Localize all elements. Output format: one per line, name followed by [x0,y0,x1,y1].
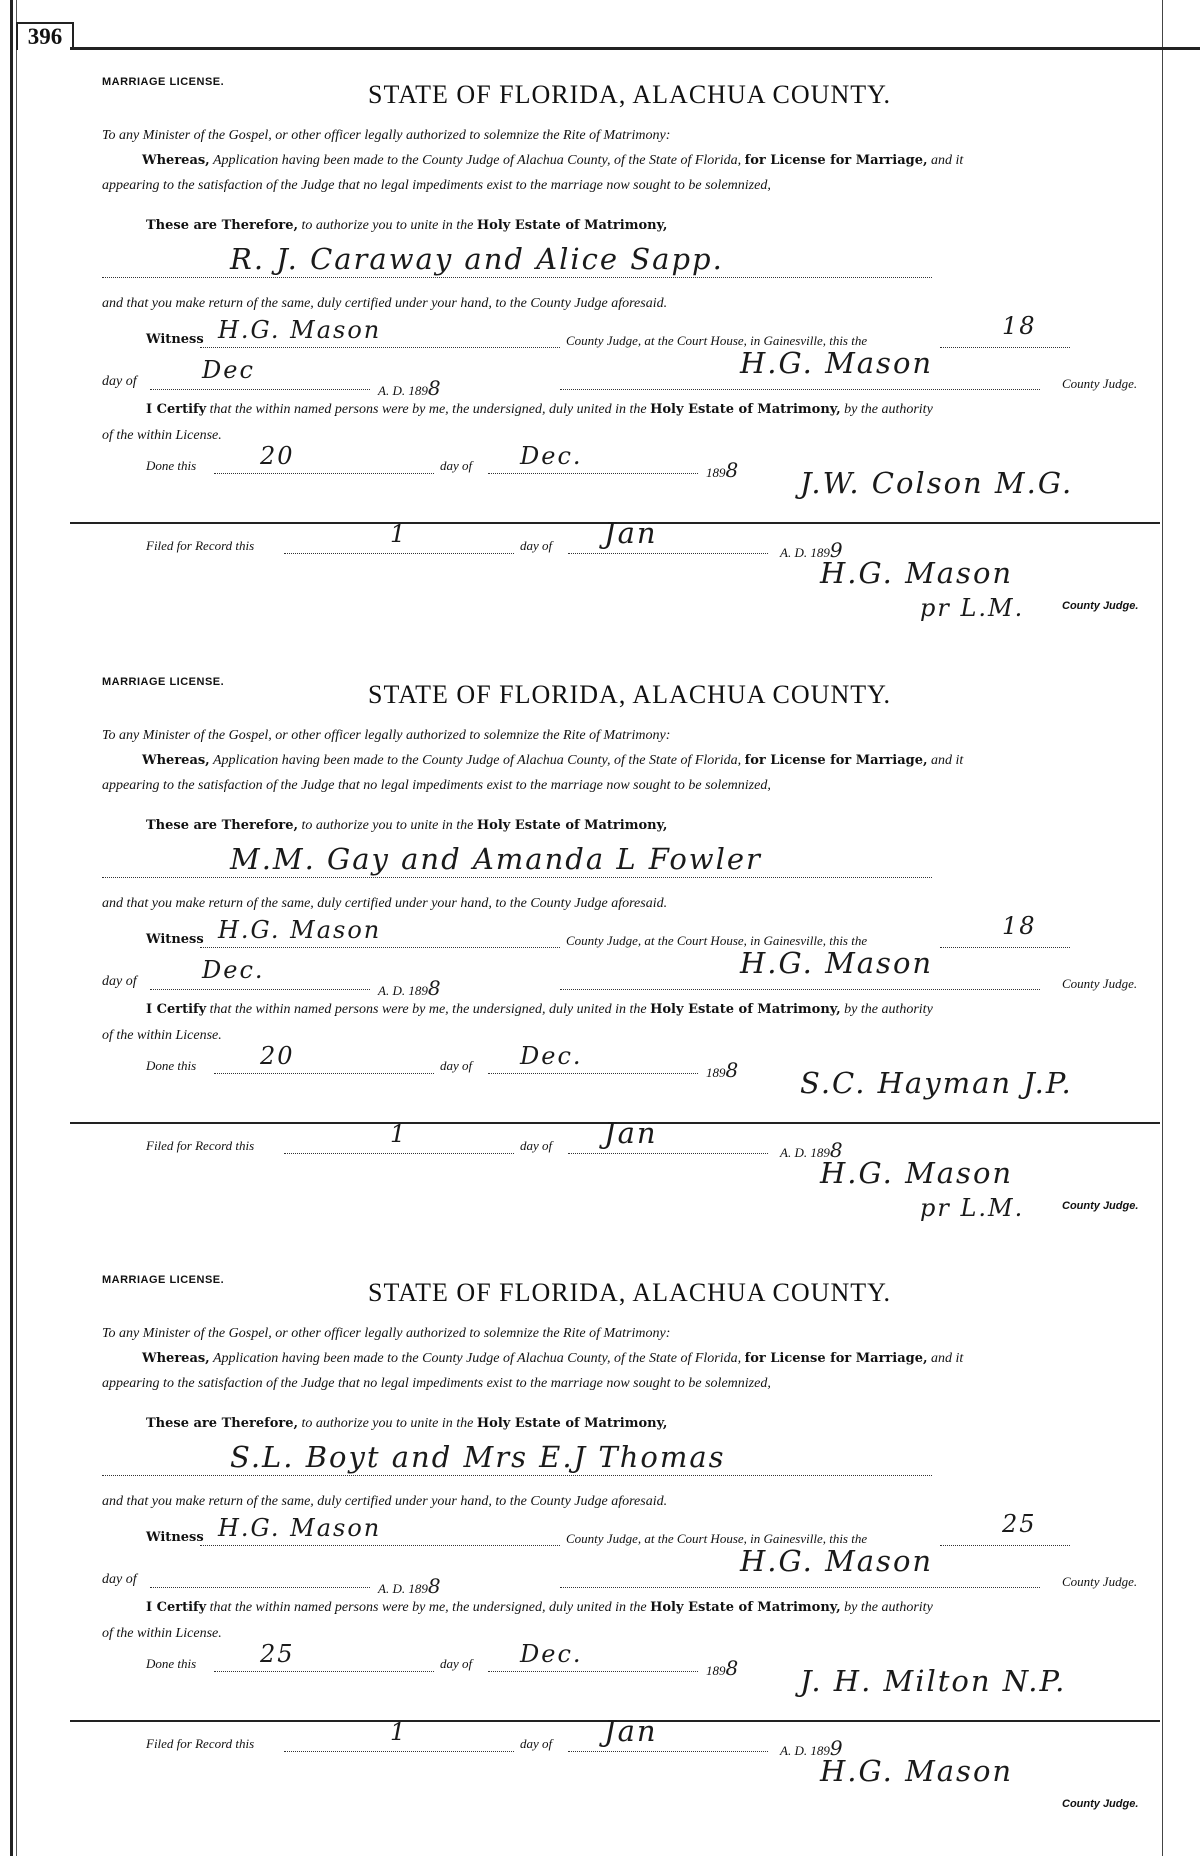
holy-estate-text-2: Holy Estate of Matrimony, [650,1002,841,1017]
witness-dotted-line [200,946,560,948]
done-day: 20 [260,1042,295,1070]
holy-estate-text-2: Holy Estate of Matrimony, [650,1600,841,1615]
county-judge-signature: H.G. Mason [740,346,934,380]
i-certify-word: I Certify [146,1002,207,1017]
done-year-label [706,1058,740,1082]
appearing-line: appearing to the satisfaction of the Judge that no legal impediments exist to the marriage now sought to be solemnized, [102,178,771,193]
done-year-digit: 8 [725,1058,741,1082]
officiant-signature: S.C. Hayman J.P. [800,1066,1073,1100]
done-day-of-label: day of [440,1656,473,1671]
done-day-of-label: day of [440,1058,473,1073]
witness-label [146,1530,204,1546]
filed-year-prefix: A. D. 189 [780,545,830,560]
done-month: Dec. [520,1640,583,1668]
marriage-license-record-1 [0,46,1200,646]
county-judge-signature: H.G. Mason [740,1544,934,1578]
certify-line [146,1002,933,1018]
by-authority-text: by the authority [844,1002,933,1017]
witness-word: Witness [146,1530,204,1545]
filed-for-record-label: Filed for Record this [146,1138,255,1153]
filed-month-dotted-line [568,552,768,554]
appearing-line: appearing to the satisfaction of the Judge that no legal impediments exist to the marriage now sought to be solemnized, [102,778,771,793]
done-this-label: Done this [146,1058,197,1073]
and-it-text: and it [931,753,964,768]
issue-day: 25 [1002,1510,1037,1538]
whereas-text: Application having been made to the County Judge of Alachua County, of the State of Florida, [212,1351,742,1366]
filed-signature: H.G. Mason [820,1156,1014,1190]
filed-signature: H.G. Mason [820,556,1014,590]
ad-label [378,1574,443,1598]
page-number: 396 [16,22,74,50]
these-are-therefore: These are Therefore, [146,1416,299,1431]
filed-day-dotted-line [284,1152,514,1154]
witness-word: Witness [146,332,204,347]
of-within-license: of the within License. [102,428,222,443]
names-dotted-line [102,876,932,878]
and-it-text: and it [931,153,964,168]
filed-county-judge-label: County Judge. [1062,600,1139,612]
court-house-text: County Judge, at the Court House, in Gainesville, this the [566,933,868,948]
filed-day-dotted-line [284,1750,514,1752]
marriage-license-label: MARRIAGE LICENSE. [102,676,225,688]
return-line: and that you make return of the same, duly certified under your hand, to the County Judge aforesaid. [102,896,668,911]
filed-by-initials: pr L.M. [920,1194,1025,1222]
authorize-text: to authorize you to unite in the [301,818,474,833]
issue-month: Dec. [202,956,265,984]
state-county-title: STATE OF FLORIDA, ALACHUA COUNTY. [368,1278,892,1307]
whereas-word: Whereas, [142,153,210,168]
witness-dotted-line [200,346,560,348]
officiant-signature: J. H. Milton N.P. [800,1664,1067,1698]
and-it-text: and it [931,1351,964,1366]
ad-label [378,976,443,1000]
minister-salutation: To any Minister of the Gospel, or other officer legally authorized to solemnize the Rite of Matrimony: [102,128,671,143]
done-year-digit: 8 [725,458,741,482]
marriage-license-record-2 [0,646,1200,1246]
witness-word: Witness [146,932,204,947]
done-this-label: Done this [146,1656,197,1671]
these-are-therefore: These are Therefore, [146,818,299,833]
done-this-label: Done this [146,458,197,473]
done-month: Dec. [520,1042,583,1070]
by-authority-text: by the authority [844,402,933,417]
couple-names: S.L. Boyt and Mrs E.J Thomas [230,1440,726,1474]
certify-line [146,1600,933,1616]
filed-month: Jan [604,1714,658,1748]
done-day-dotted-line [214,472,434,474]
done-month-dotted-line [488,1670,698,1672]
for-license-text: for License for Marriage, [744,753,928,768]
holy-estate-text: Holy Estate of Matrimony, [476,218,668,233]
day-of-label: day of [102,374,137,389]
done-month-dotted-line [488,472,698,474]
issue-day-dotted-line [940,946,1070,948]
judge-sig-dotted-line [560,988,1040,990]
authorize-line [146,1416,667,1432]
filed-county-judge-label: County Judge. [1062,1798,1139,1810]
filed-day: 1 [390,1120,408,1148]
witness-signature: H.G. Mason [218,316,382,344]
witness-label [146,932,204,948]
couple-names: M.M. Gay and Amanda L Fowler [230,842,762,876]
officiant-signature: J.W. Colson M.G. [800,466,1074,500]
certify-text: that the within named persons were by me, the undersigned, duly united in the [209,1600,647,1615]
i-certify-word: I Certify [146,402,207,417]
whereas-word: Whereas, [142,1351,210,1366]
done-year-label [706,1656,740,1680]
filed-month: Jan [604,1116,658,1150]
county-judge-label: County Judge. [1062,976,1138,991]
state-county-title: STATE OF FLORIDA, ALACHUA COUNTY. [368,80,892,109]
whereas-word: Whereas, [142,753,210,768]
issue-year-digit: 8 [427,376,443,400]
done-year-prefix: 189 [706,1663,726,1678]
done-day: 25 [260,1640,295,1668]
issue-year-digit: 8 [427,976,443,1000]
issue-day: 18 [1002,912,1037,940]
done-day: 20 [260,442,295,470]
done-year-digit: 8 [725,1656,741,1680]
of-within-license: of the within License. [102,1028,222,1043]
witness-label [146,332,204,348]
authorize-line [146,218,667,234]
for-license-text: for License for Marriage, [744,153,928,168]
filed-year-digit: 9 [829,1736,845,1760]
authorize-text: to authorize you to unite in the [301,1416,474,1431]
whereas-line [142,153,963,169]
done-year-prefix: 189 [706,1065,726,1080]
filed-signature: H.G. Mason [820,1754,1014,1788]
done-day-dotted-line [214,1072,434,1074]
judge-sig-dotted-line [560,388,1040,390]
for-license-text: for License for Marriage, [744,1351,928,1366]
done-month: Dec. [520,442,583,470]
authorize-line [146,818,667,834]
judge-sig-dotted-line [560,1586,1040,1588]
whereas-line [142,753,963,769]
done-day-of-label: day of [440,458,473,473]
filed-day-of-label: day of [520,1138,553,1153]
ad-year-prefix: A. D. 189 [378,383,428,398]
names-dotted-line [102,276,932,278]
county-judge-label: County Judge. [1062,376,1138,391]
filed-for-record-label: Filed for Record this [146,1736,255,1751]
marriage-license-label: MARRIAGE LICENSE. [102,1274,225,1286]
ad-year-prefix: A. D. 189 [378,1581,428,1596]
filed-month-dotted-line [568,1152,768,1154]
filed-month-dotted-line [568,1750,768,1752]
court-house-text: County Judge, at the Court House, in Gainesville, this the [566,333,868,348]
county-judge-signature: H.G. Mason [740,946,934,980]
state-county-title: STATE OF FLORIDA, ALACHUA COUNTY. [368,680,892,709]
issue-month-dotted-line [150,388,370,390]
return-line: and that you make return of the same, duly certified under your hand, to the County Judge aforesaid. [102,1494,668,1509]
names-dotted-line [102,1474,932,1476]
holy-estate-text: Holy Estate of Matrimony, [476,1416,668,1431]
filed-year-digit: 8 [829,1138,845,1162]
filed-year-prefix: A. D. 189 [780,1145,830,1160]
day-of-label: day of [102,1572,137,1587]
these-are-therefore: These are Therefore, [146,218,299,233]
filed-day: 1 [390,520,408,548]
whereas-line [142,1351,963,1367]
day-of-label: day of [102,974,137,989]
couple-names: R. J. Caraway and Alice Sapp. [230,242,724,276]
filed-by-initials: pr L.M. [920,594,1025,622]
witness-signature: H.G. Mason [218,916,382,944]
i-certify-word: I Certify [146,1600,207,1615]
ad-year-prefix: A. D. 189 [378,983,428,998]
filed-county-judge-label: County Judge. [1062,1200,1139,1212]
return-line: and that you make return of the same, duly certified under your hand, to the County Judge aforesaid. [102,296,668,311]
filed-day-of-label: day of [520,538,553,553]
certify-text: that the within named persons were by me, the undersigned, duly united in the [209,402,647,417]
filed-day-dotted-line [284,552,514,554]
by-authority-text: by the authority [844,1600,933,1615]
issue-day-dotted-line [940,346,1070,348]
filed-year-digit: 9 [829,538,845,562]
filed-for-record-label: Filed for Record this [146,538,255,553]
minister-salutation: To any Minister of the Gospel, or other officer legally authorized to solemnize the Rite of Matrimony: [102,1326,671,1341]
done-month-dotted-line [488,1072,698,1074]
of-within-license: of the within License. [102,1626,222,1641]
issue-month-dotted-line [150,988,370,990]
holy-estate-text-2: Holy Estate of Matrimony, [650,402,841,417]
appearing-line: appearing to the satisfaction of the Judge that no legal impediments exist to the marriage now sought to be solemnized, [102,1376,771,1391]
done-day-dotted-line [214,1670,434,1672]
done-year-prefix: 189 [706,465,726,480]
issue-day-dotted-line [940,1544,1070,1546]
issue-day: 18 [1002,312,1037,340]
filed-day-of-label: day of [520,1736,553,1751]
marriage-license-label: MARRIAGE LICENSE. [102,76,225,88]
court-house-text: County Judge, at the Court House, in Gainesville, this the [566,1531,868,1546]
minister-salutation: To any Minister of the Gospel, or other officer legally authorized to solemnize the Rite of Matrimony: [102,728,671,743]
witness-signature: H.G. Mason [218,1514,382,1542]
county-judge-label: County Judge. [1062,1574,1138,1589]
filed-day: 1 [390,1718,408,1746]
issue-year-digit: 8 [427,1574,443,1598]
whereas-text: Application having been made to the County Judge of Alachua County, of the State of Florida, [212,153,742,168]
filed-year-prefix: A. D. 189 [780,1743,830,1758]
ad-label [378,376,443,400]
witness-dotted-line [200,1544,560,1546]
whereas-text: Application having been made to the County Judge of Alachua County, of the State of Florida, [212,753,742,768]
marriage-license-record-3 [0,1244,1200,1844]
issue-month: Dec [202,356,255,384]
holy-estate-text: Holy Estate of Matrimony, [476,818,668,833]
done-year-label [706,458,740,482]
certify-text: that the within named persons were by me, the undersigned, duly united in the [209,1002,647,1017]
certify-line [146,402,933,418]
authorize-text: to authorize you to unite in the [301,218,474,233]
filed-month: Jan [604,516,658,550]
issue-month-dotted-line [150,1586,370,1588]
